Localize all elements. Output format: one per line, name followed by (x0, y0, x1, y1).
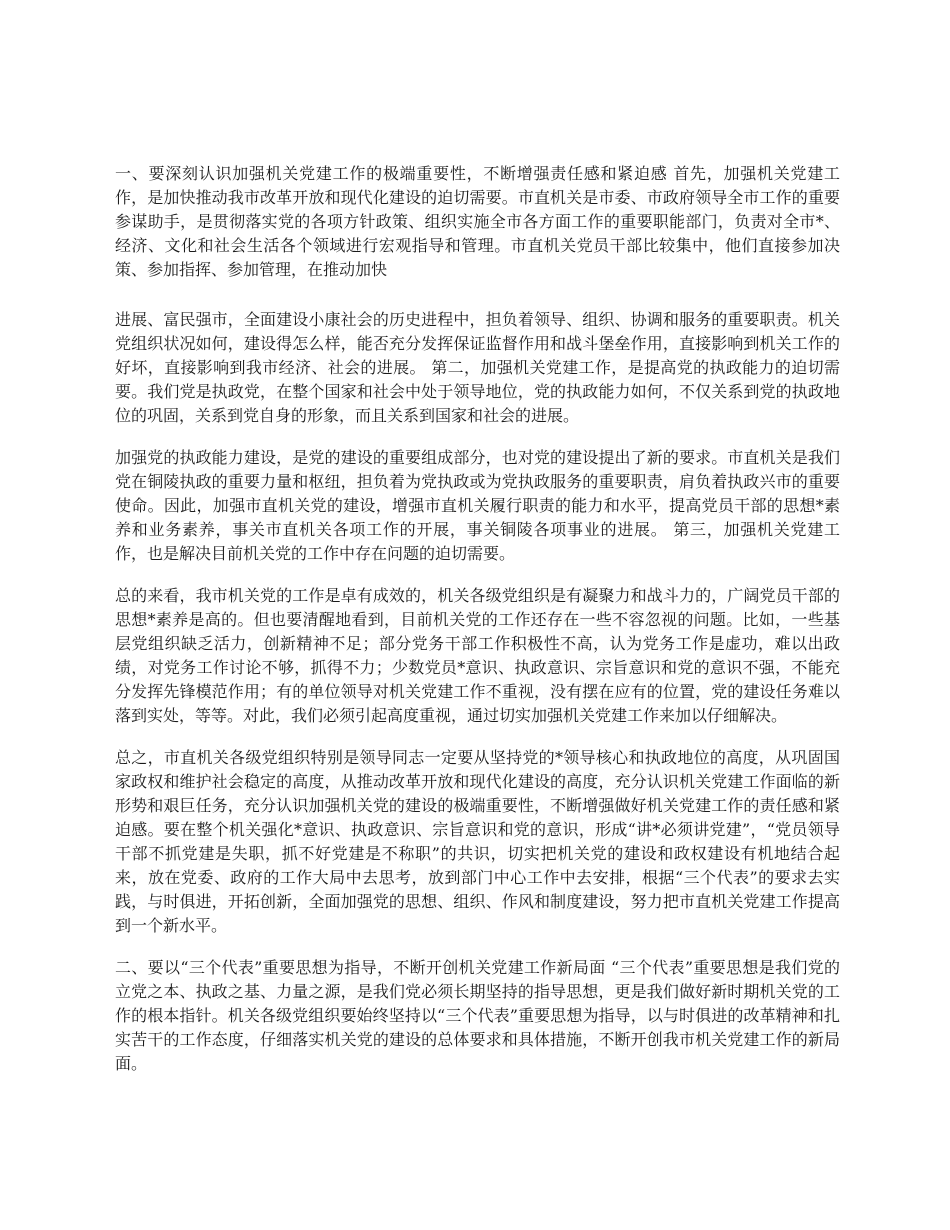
paragraph-2: 进展、富民强市，全面建设小康社会的历史进程中，担负着领导、组织、协调和服务的重要职责。机关党组织状况如何，建设得怎么样，能否充分发挥保证监督作用和战斗堡垒作用，直接影响到机关工作的好坏，直接影响到我市经济、社会的进展。 第二，加强机关党建工作，是提高党的执政能力的迫切需要。我们党是执政党，在整个国家和社会中处于领导地位，党的执政能力如何，不仅关系到党的执政地位的巩固，关系到党自身的形象，而且关系到国家和社会的进展。 (115, 310, 840, 425)
paragraph-4: 总的来看，我市机关党的工作是卓有成效的，机关各级党组织是有凝聚力和战斗力的，广阔党员干部的思想*素养是高的。但也要清醒地看到，目前机关党的工作还存在一些不容忽视的问题。比如，一些基层党组织缺乏活力，创新精神不足；部分党务干部工作积极性不高，认为党务工作是虚功，难以出政绩，对党务工作讨论不够，抓得不力；少数党员*意识、执政意识、宗旨意识和党的意识不强，不能充分发挥先锋模范作用；有的单位领导对机关党建工作不重视，没有摆在应有的位置，党的建设任务难以落到实处，等等。对此，我们必须引起高度重视，通过切实加强机关党建工作来加以仔细解决。 (115, 586, 840, 725)
paragraph-1: 一、要深刻认识加强机关党建工作的极端重要性，不断增强责任感和紧迫感 首先，加强机关党建工作，是加快推动我市改革开放和现代化建设的迫切需要。市直机关是市委、市政府领导全市工作的重要参谋助手，是贯彻落实党的各项方针政策、组织实施全市各方面工作的重要职能部门，负责对全市*、经济、文化和社会生活各个领域进行宏观指导和管理。市直机关党员干部比较集中，他们直接参加决策、参加指挥、参加管理，在推动加快 (115, 164, 840, 279)
document-body (115, 162, 840, 1094)
paragraph-5: 总之，市直机关各级党组织特别是领导同志一定要从坚持党的*领导核心和执政地位的高度，从巩固国家政权和维护社会稳定的高度，从推动改革开放和现代化建设的高度，充分认识机关党建工作面临的新形势和艰巨任务，充分认识加强机关党的建设的极端重要性，不断增强做好机关党建工作的责任感和紧迫感。要在整个机关强化*意识、执政意识、宗旨意识和党的意识，形成“讲*必须讲党建”，“党员领导干部不抓党建是失职，抓不好党建是不称职”的共识，切实把机关党的建设和政权建设有机地结合起来，放在党委、政府的工作大局中去思考，放到部门中心工作中去安排，根据“三个代表”的要求去实践，与时俱进，开拓创新，全面加强党的思想、组织、作风和制度建设，努力把市直机关党建工作提高到一个新水平。 (115, 748, 840, 935)
paragraph-6: 二、要以“三个代表”重要思想为指导，不断开创机关党建工作新局面 “三个代表”重要思想是我们党的立党之本、执政之基、力量之源，是我们党必须长期坚持的指导思想，更是我们做好新时期机关党的工作的根本指针。机关各级党组织要始终坚持以“三个代表”重要思想为指导，以与时俱进的改革精神和扎实苦干的工作态度，仔细落实机关党的建设的总体要求和具体措施，不断开创我市机关党建工作的新局面。 (115, 958, 840, 1073)
paragraph-3: 加强党的执政能力建设，是党的建设的重要组成部分，也对党的建设提出了新的要求。市直机关是我们党在铜陵执政的重要力量和枢纽，担负着为党执政或为党执政服务的重要职责，肩负着执政兴市的重要使命。因此，加强市直机关党的建设，增强市直机关履行职责的能力和水平，提高党员干部的思想*素养和业务素养，事关市直机关各项工作的开展，事关铜陵各项事业的进展。 第三，加强机关党建工作，也是解决目前机关党的工作中存在问题的迫切需要。 (115, 448, 840, 563)
